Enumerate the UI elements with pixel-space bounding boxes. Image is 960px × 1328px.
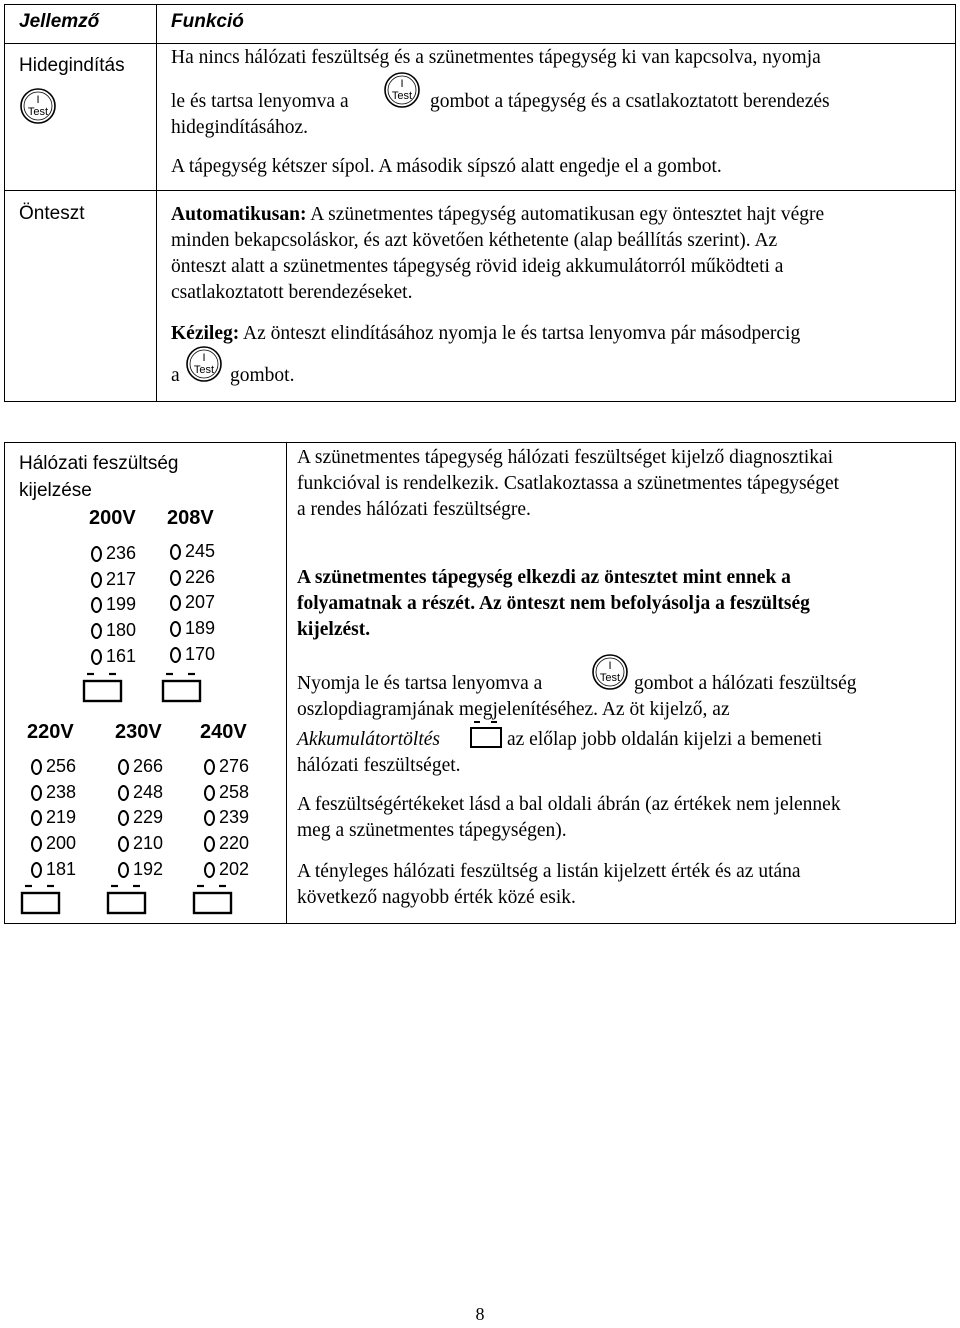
- cold-start-line2a: le és tartsa lenyomva a: [171, 91, 349, 112]
- manual-line2a: a: [171, 365, 180, 386]
- para1-line3: a rendes hálózati feszültségre.: [297, 499, 531, 520]
- para2-line1: A szünetmentes tápegység elkezdi az öntesztet mint ennek a: [297, 567, 791, 588]
- led-indicator: [91, 597, 102, 613]
- para4-line1: A feszültségértékeket lásd a bal oldali ábrán (az értékek nem jelennek: [297, 794, 841, 815]
- voltage-value: 266: [133, 756, 164, 776]
- voltage-value: 192: [133, 858, 164, 879]
- auto-line1: Automatikusan: A szünetmentes tápegység automatikusan egy öntesztet hajt végre: [171, 204, 825, 225]
- led-indicator: [91, 649, 102, 665]
- para5-line1: A tényleges hálózati feszültség a listán kijelzett érték és az utána: [297, 861, 801, 882]
- feature-table: [4, 4, 956, 402]
- voltage-value: 200: [46, 833, 77, 854]
- auto-line4: csatlakoztatott berendezéseket.: [171, 282, 413, 303]
- voltage-value: 202: [219, 858, 250, 879]
- led-indicator: [204, 785, 215, 801]
- cold-start-line2b: gombot a tápegység és a csatlakoztatott berendezés: [430, 91, 830, 112]
- para3-line3b: az előlap jobb oldalán kijelzi a bemeneti: [507, 729, 823, 750]
- auto-line2: minden bekapcsoláskor, és azt követően kéthetente (alap beállítás szerint). Az: [171, 230, 778, 251]
- test-button-icon: [591, 653, 629, 691]
- led-indicator: [31, 759, 42, 775]
- auto-line3: önteszt alatt a szünetmentes tápegység rövid ideig akkumulátorról működteti a: [171, 256, 784, 277]
- para2-line2: folyamatnak a részét. Az önteszt nem befolyásolja a feszültség: [297, 593, 810, 614]
- svg-text:I: I: [202, 352, 206, 364]
- icon-top-text: I: [36, 94, 40, 106]
- battery-icon: [105, 883, 149, 915]
- voltage-value: 258: [219, 781, 250, 802]
- manual-line2b: gombot.: [230, 365, 295, 386]
- svg-text:I: I: [608, 660, 612, 672]
- voltage-header-200v: 200V: [89, 507, 136, 529]
- voltage-value: 238: [46, 781, 77, 802]
- voltage-value: 170: [185, 643, 216, 664]
- manual-line1: Kézileg: Az önteszt elindításához nyomja le és tartsa lenyomva pár másodpercig: [171, 323, 801, 344]
- battery-icon: [81, 671, 125, 703]
- led-indicator: [31, 785, 42, 801]
- svg-text:Test: Test: [193, 364, 215, 376]
- column-divider: [156, 5, 157, 401]
- led-indicator: [91, 546, 102, 562]
- test-button-icon: [185, 345, 223, 383]
- voltage-value: 217: [106, 568, 137, 589]
- led-indicator: [204, 759, 215, 775]
- led-indicator: [170, 544, 181, 560]
- page-number: 8: [475, 1304, 485, 1324]
- led-indicator: [204, 836, 215, 852]
- row-divider: [5, 43, 955, 44]
- led-indicator: [170, 647, 181, 663]
- led-indicator: [204, 810, 215, 826]
- row-divider: [5, 190, 955, 191]
- para1-line2: funkcióval is rendelkezik. Csatlakoztassa a szünetmentes tápegységet: [297, 473, 840, 494]
- test-button-icon: [19, 87, 57, 125]
- led-indicator: [170, 621, 181, 637]
- header-feature: Jellemző: [19, 11, 100, 32]
- voltage-value: 189: [185, 618, 216, 639]
- para3-line2: oszlopdiagramjának megjelenítéséhez. Az öt kijelző, az: [297, 699, 730, 720]
- row-label-cold-start: Hidegindítás: [19, 55, 125, 76]
- voltage-value: 210: [133, 833, 164, 854]
- led-indicator: [118, 759, 129, 775]
- voltage-value: 236: [106, 543, 137, 563]
- cold-start-line1: Ha nincs hálózati feszültség és a szünetmentes tápegység ki van kapcsolva, nyomja: [171, 47, 821, 68]
- voltage-value: 245: [185, 541, 216, 561]
- led-indicator: [170, 570, 181, 586]
- test-button-icon: [383, 71, 421, 109]
- svg-text:Test: Test: [599, 672, 621, 684]
- led-indicator: [91, 623, 102, 639]
- battery-icon: [191, 883, 235, 915]
- battery-icon: [160, 671, 204, 703]
- voltage-value: 220: [219, 833, 250, 854]
- led-indicator: [91, 572, 102, 588]
- voltage-header-230v: 230V: [115, 721, 162, 743]
- led-indicator: [31, 836, 42, 852]
- voltage-value: 207: [185, 592, 216, 613]
- para3-line3a: Akkumulátortöltés: [297, 729, 440, 750]
- voltage-header-240v: 240V: [200, 721, 247, 743]
- para5-line2: következő nagyobb érték közé esik.: [297, 887, 576, 908]
- voltage-header-220v: 220V: [27, 721, 74, 743]
- led-indicator: [31, 810, 42, 826]
- voltage-header-208v: 208V: [167, 507, 214, 529]
- para2-line3: kijelzést.: [297, 619, 371, 640]
- para1-line1: A szünetmentes tápegység hálózati feszültséget kijelző diagnosztikai: [297, 447, 834, 468]
- svg-text:I: I: [400, 78, 404, 90]
- cold-start-line3: hidegindításához.: [171, 117, 309, 138]
- led-indicator: [118, 810, 129, 826]
- voltage-value: 199: [106, 594, 137, 615]
- voltage-label-line1: Hálózati feszültség: [19, 453, 179, 474]
- column-divider: [286, 443, 287, 923]
- header-function: Funkció: [171, 11, 244, 32]
- voltage-value: 239: [219, 807, 250, 828]
- led-indicator: [118, 862, 129, 878]
- led-indicator: [118, 836, 129, 852]
- voltage-value: 226: [185, 566, 216, 587]
- voltage-value: 180: [106, 620, 137, 641]
- battery-icon: [469, 719, 503, 749]
- svg-text:Test: Test: [391, 90, 413, 102]
- para3-line1b: gombot a hálózati feszültség: [634, 673, 857, 694]
- voltage-value: 219: [46, 807, 77, 828]
- led-indicator: [118, 785, 129, 801]
- para3-line4: hálózati feszültséget.: [297, 755, 461, 776]
- para3-line1a: Nyomja le és tartsa lenyomva a: [297, 673, 543, 694]
- voltage-value: 161: [106, 645, 137, 666]
- led-indicator: [31, 862, 42, 878]
- para4-line2: meg a szünetmentes tápegységen).: [297, 820, 567, 841]
- voltage-label-line2: kijelzése: [19, 480, 92, 501]
- voltage-value: 276: [219, 756, 250, 776]
- icon-bottom-text: Test: [27, 106, 49, 118]
- voltage-display-table: [4, 442, 956, 924]
- row-label-self-test: Önteszt: [19, 203, 85, 224]
- led-indicator: [170, 595, 181, 611]
- voltage-value: 256: [46, 756, 77, 776]
- voltage-value: 229: [133, 807, 164, 828]
- voltage-value: 181: [46, 858, 77, 879]
- battery-icon: [19, 883, 63, 915]
- voltage-value: 248: [133, 781, 164, 802]
- led-indicator: [204, 862, 215, 878]
- cold-start-line4: A tápegység kétszer sípol. A második sípszó alatt engedje el a gombot.: [171, 156, 722, 177]
